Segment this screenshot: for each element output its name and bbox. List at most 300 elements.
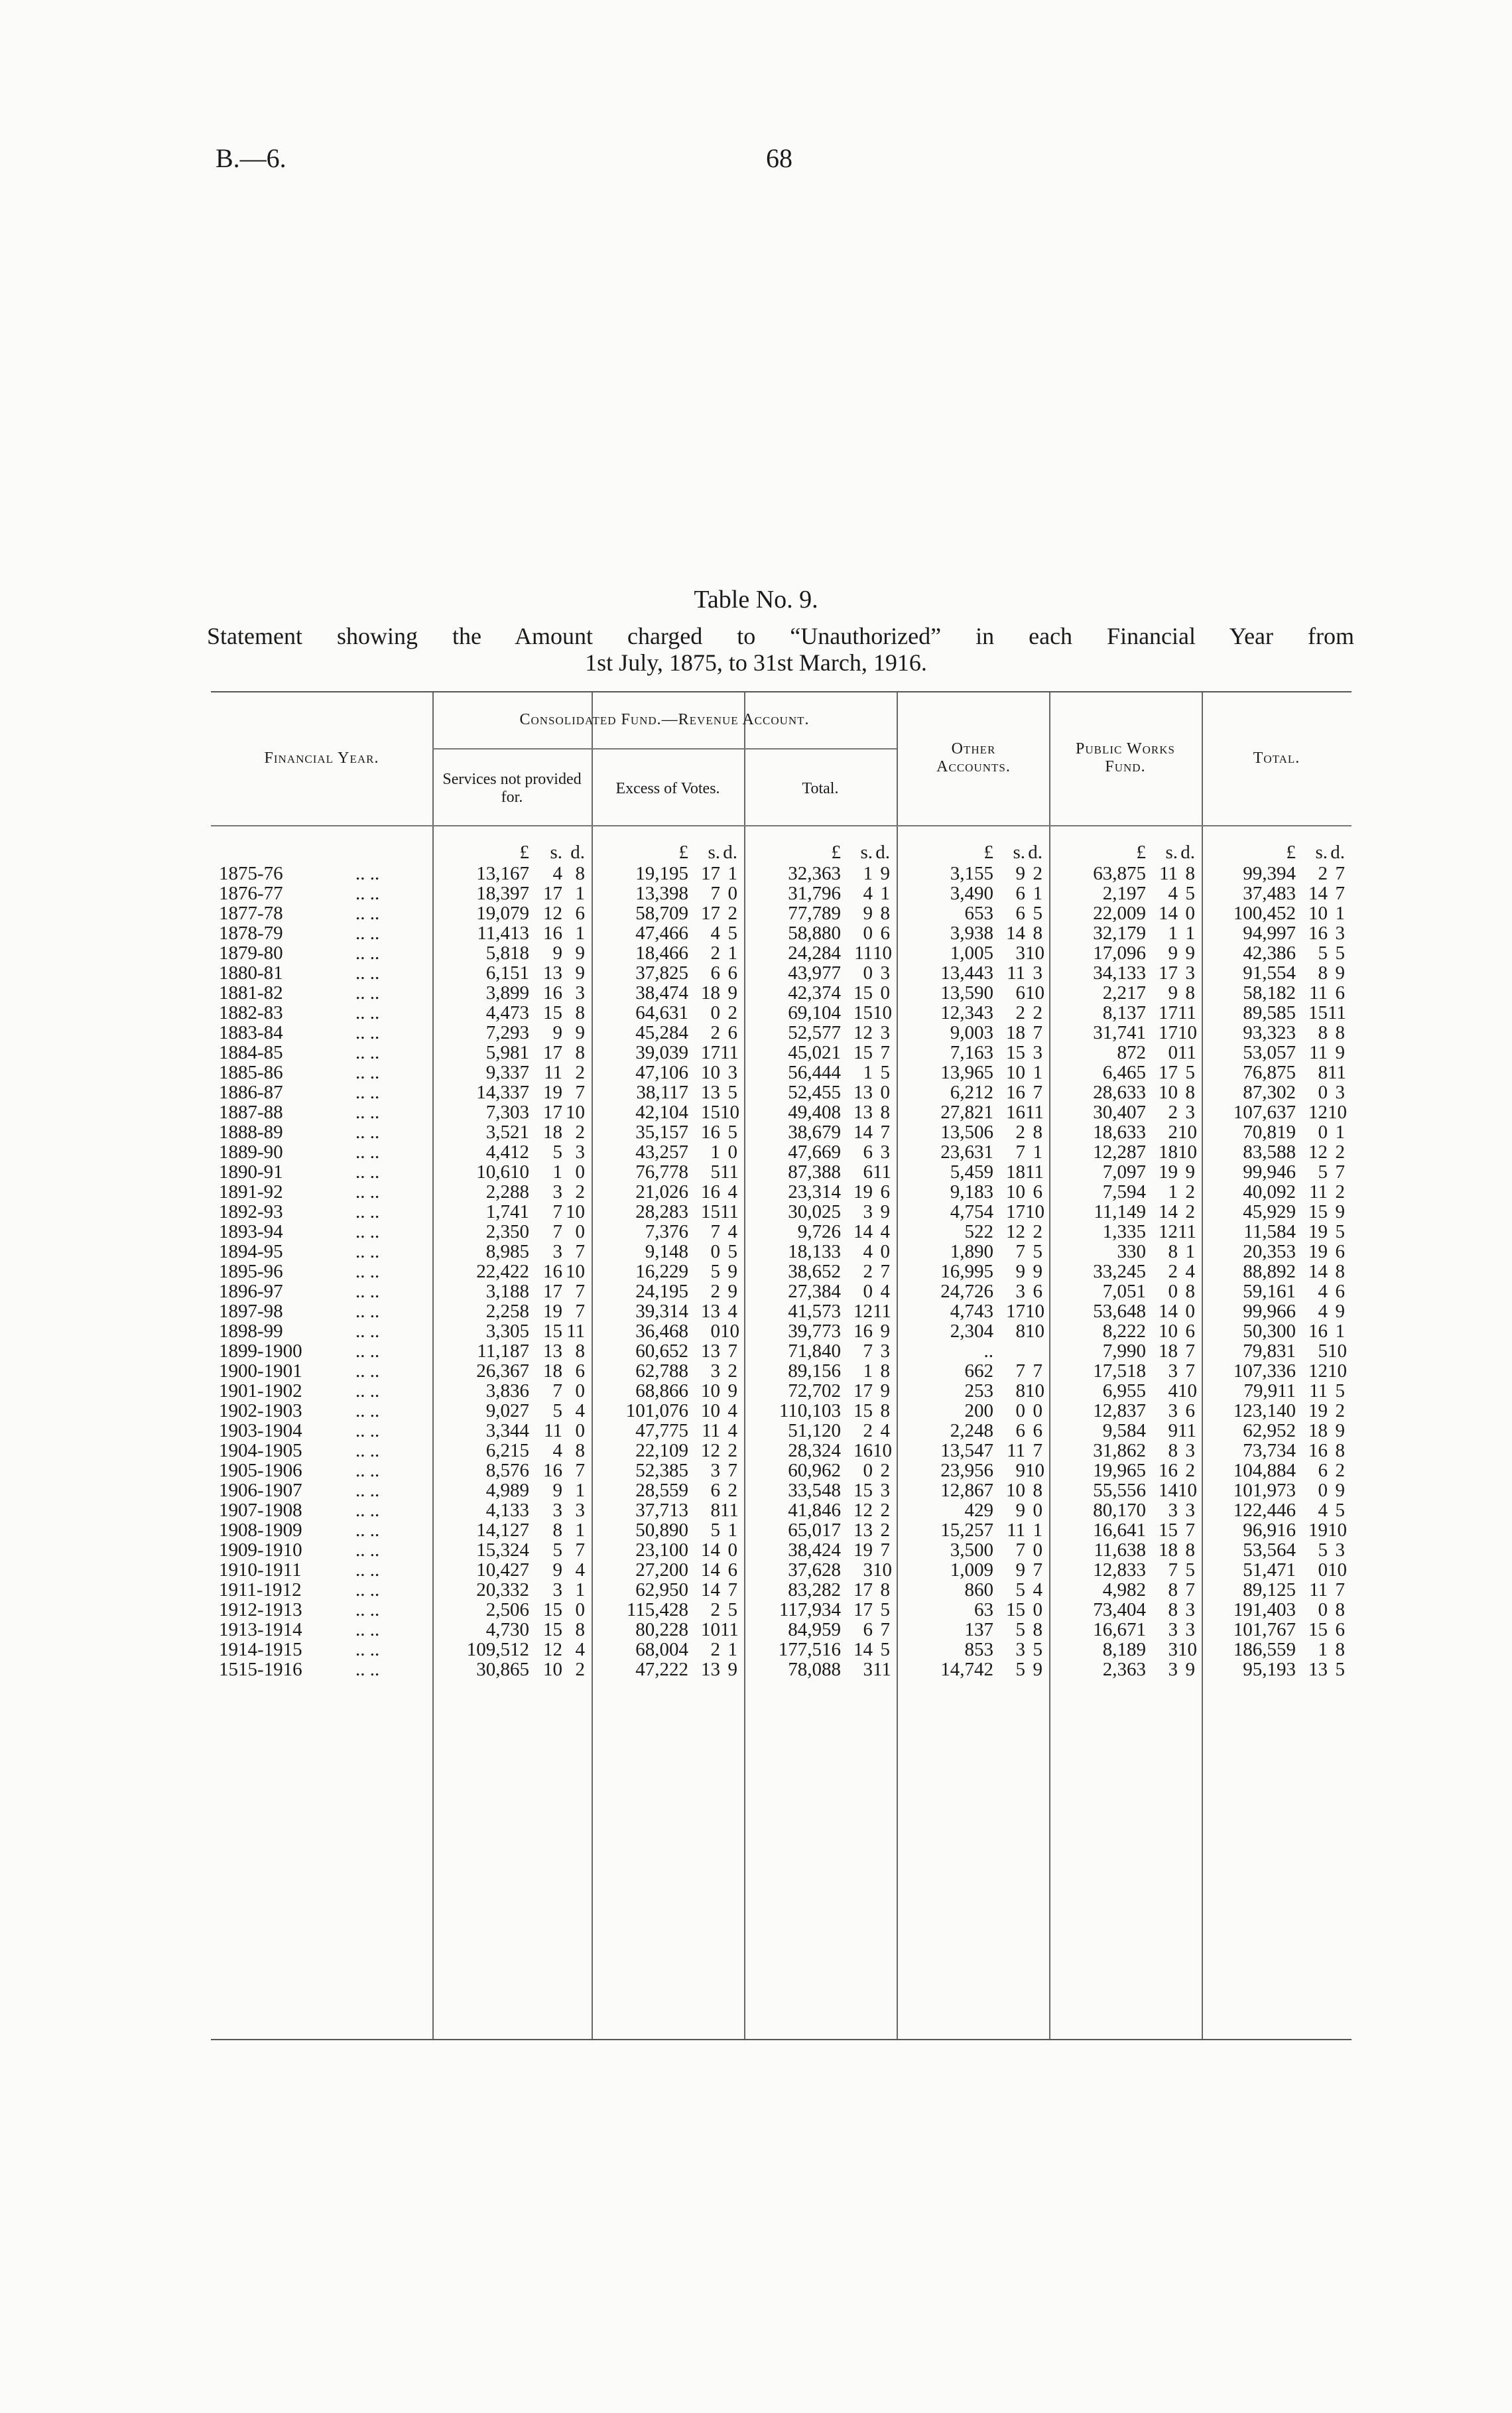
amount-cell: 0 <box>1033 1600 1042 1620</box>
amount-cell: 15 <box>1159 1520 1178 1540</box>
amount-cell: 17 <box>853 1381 873 1401</box>
amount-cell: 16 <box>701 1122 720 1142</box>
amount-cell: 5 <box>880 1600 890 1620</box>
amount-cell: 53,057 <box>1243 1043 1296 1063</box>
amount-cell: 0 <box>863 963 873 983</box>
amount-cell: 3 <box>1168 1500 1178 1520</box>
amount-cell: 19 <box>543 1082 562 1102</box>
amount-cell: 3 <box>1335 923 1345 943</box>
leader-dots: .. .. <box>355 1321 380 1341</box>
header-rule <box>211 825 1352 826</box>
amount-cell: 8 <box>575 1441 585 1461</box>
amount-cell: 2 <box>863 1421 873 1441</box>
financial-year-cell: 1900-1901 <box>219 1361 302 1381</box>
amount-cell <box>996 1341 1025 1361</box>
amount-cell: 35,157 <box>635 1122 688 1142</box>
amount-cell: 38,117 <box>636 1082 688 1102</box>
amount-cell: 5 <box>1318 1540 1328 1560</box>
amount-cell: 19 <box>543 1301 562 1321</box>
financial-year-cell: 1515-1916 <box>219 1660 302 1679</box>
unit-pence: d. <box>1180 842 1195 863</box>
amount-cell: 11 <box>873 1162 891 1182</box>
amount-cell: 14,127 <box>476 1520 529 1540</box>
amount-cell: 9 <box>1033 1660 1042 1679</box>
amount-cell: 2 <box>710 1600 720 1620</box>
amount-cell: 2 <box>727 903 737 923</box>
amount-cell: 99,966 <box>1243 1301 1296 1321</box>
amount-cell: 2 <box>1033 864 1042 883</box>
amount-cell: 12 <box>543 1640 562 1660</box>
amount-cell: 3 <box>575 983 585 1003</box>
table-row <box>211 883 1352 903</box>
amount-cell: 3 <box>863 1660 873 1679</box>
amount-cell: 8 <box>552 1520 562 1540</box>
table-body <box>211 841 1352 1679</box>
table-row <box>211 1122 1352 1142</box>
amount-cell: 8 <box>1033 1480 1042 1500</box>
amount-cell: 12 <box>1006 1222 1025 1242</box>
amount-cell: 2 <box>575 1063 585 1082</box>
amount-cell: 2 <box>880 1461 890 1480</box>
amount-cell: 115,428 <box>626 1600 688 1620</box>
leader-dots: .. .. <box>355 1142 380 1162</box>
amount-cell: 13 <box>701 1660 720 1679</box>
amount-cell: 522 <box>964 1222 993 1242</box>
amount-cell: 9,337 <box>485 1063 529 1082</box>
amount-cell: 16 <box>543 1262 562 1281</box>
table-row <box>211 1242 1352 1262</box>
amount-cell: 0 <box>880 1082 890 1102</box>
amount-cell: 0 <box>575 1222 585 1242</box>
amount-cell: 3 <box>1168 1660 1178 1679</box>
amount-cell: 19 <box>853 1540 873 1560</box>
financial-year-cell: 1875-76 <box>219 864 283 883</box>
amount-cell: 2,197 <box>1102 883 1146 903</box>
leader-dots: .. .. <box>355 1222 380 1242</box>
amount-cell: 84,959 <box>788 1620 841 1640</box>
amount-cell: 16 <box>1006 1102 1025 1122</box>
amount-cell: 16 <box>1159 1461 1178 1480</box>
leader-dots: .. .. <box>355 943 380 963</box>
amount-cell: 2 <box>1033 1222 1042 1242</box>
amount-cell: 429 <box>964 1500 993 1520</box>
amount-cell: 10 <box>1178 1480 1197 1500</box>
amount-cell: 7 <box>1335 864 1345 883</box>
amount-cell: 5 <box>1318 1341 1328 1361</box>
amount-cell: 4 <box>575 1401 585 1421</box>
amount-cell: 10 <box>1178 1381 1197 1401</box>
leader-dots: .. .. <box>355 1361 380 1381</box>
amount-cell: 10 <box>873 943 892 963</box>
amount-cell: 6 <box>1335 1281 1345 1301</box>
amount-cell: 10,610 <box>476 1162 529 1182</box>
amount-cell: 14 <box>853 1122 873 1142</box>
amount-cell: 1 <box>727 864 737 883</box>
amount-cell: 11 <box>702 1421 720 1441</box>
amount-cell: 5 <box>552 1401 562 1421</box>
amount-cell: 41,846 <box>788 1500 841 1520</box>
amount-cell: 0 <box>1318 1122 1328 1142</box>
amount-cell: 8,189 <box>1102 1640 1146 1660</box>
amount-cell: 17 <box>1006 1301 1025 1321</box>
amount-cell: 19 <box>1308 1242 1328 1262</box>
amount-cell: 1,005 <box>950 943 993 963</box>
amount-cell: 200 <box>964 1401 993 1421</box>
amount-cell: 31,862 <box>1093 1441 1146 1461</box>
amount-cell: 79,831 <box>1243 1341 1296 1361</box>
table-row <box>211 1082 1352 1102</box>
amount-cell: 123,140 <box>1233 1401 1296 1421</box>
amount-cell: 7 <box>727 1580 737 1600</box>
amount-cell: 2 <box>1185 1182 1195 1202</box>
amount-cell: 3 <box>552 1500 562 1520</box>
amount-cell: 11,149 <box>1094 1202 1146 1222</box>
amount-cell: 18 <box>1308 1421 1328 1441</box>
amount-cell: 11 <box>873 1301 891 1321</box>
amount-cell: 7 <box>710 883 720 903</box>
amount-cell: 43,257 <box>635 1142 688 1162</box>
amount-cell: 5 <box>1185 883 1195 903</box>
leader-dots: .. .. <box>355 923 380 943</box>
amount-cell: 1,335 <box>1102 1222 1146 1242</box>
amount-cell: 7 <box>1015 1242 1025 1262</box>
financial-year-cell: 1911-1912 <box>219 1580 302 1600</box>
amount-cell: 14 <box>1159 903 1178 923</box>
amount-cell: 10 <box>1328 1361 1347 1381</box>
amount-cell: 15 <box>543 1003 562 1023</box>
amount-cell: 2 <box>710 1281 720 1301</box>
amount-cell: 4,754 <box>950 1202 993 1222</box>
amount-cell: 10 <box>720 1321 739 1341</box>
amount-cell: 62,788 <box>635 1361 688 1381</box>
amount-cell: 3 <box>575 1500 585 1520</box>
amount-cell: 11 <box>1309 983 1328 1003</box>
amount-cell: 37,628 <box>788 1560 841 1580</box>
amount-cell: 11 <box>1328 1063 1346 1082</box>
table-row <box>211 1480 1352 1500</box>
table-row <box>211 1461 1352 1480</box>
amount-cell: 9 <box>727 1381 737 1401</box>
amount-cell: 39,039 <box>635 1043 688 1063</box>
amount-cell: 50,890 <box>635 1520 688 1540</box>
amount-cell: 10 <box>701 1063 720 1082</box>
leader-dots: .. .. <box>355 1262 380 1281</box>
amount-cell: 5 <box>710 1520 720 1540</box>
amount-cell: 2 <box>575 1122 585 1142</box>
financial-year-cell: 1876-77 <box>219 883 283 903</box>
financial-year-cell: 1909-1910 <box>219 1540 302 1560</box>
amount-cell: 4,473 <box>485 1003 529 1023</box>
amount-cell: 3 <box>1015 1281 1025 1301</box>
amount-cell: 1 <box>1033 1063 1042 1082</box>
amount-cell: 2 <box>1033 1003 1042 1023</box>
amount-cell: 60,652 <box>635 1341 688 1361</box>
amount-cell: 8 <box>1015 1321 1025 1341</box>
data-table <box>211 841 1352 1679</box>
table-row <box>211 1361 1352 1381</box>
amount-cell: 4 <box>575 1560 585 1580</box>
amount-cell: 330 <box>1117 1242 1146 1262</box>
table-row <box>211 983 1352 1003</box>
amount-cell: 9 <box>552 943 562 963</box>
amount-cell: 15 <box>1308 1620 1328 1640</box>
amount-cell: 0 <box>1318 1560 1328 1580</box>
amount-cell: 58,709 <box>635 903 688 923</box>
amount-cell: 3 <box>1185 1620 1195 1640</box>
amount-cell: 2 <box>1185 1202 1195 1222</box>
amount-cell: 1 <box>1318 1640 1328 1660</box>
amount-cell: 10,427 <box>476 1560 529 1580</box>
amount-cell: 10 <box>1178 1122 1197 1142</box>
amount-cell: 3,344 <box>485 1421 529 1441</box>
amount-cell: 9 <box>1015 1560 1025 1580</box>
amount-cell: 8 <box>575 1341 585 1361</box>
leader-dots: .. .. <box>355 1520 380 1540</box>
amount-cell: 5 <box>1015 1580 1025 1600</box>
amount-cell: 7,990 <box>1102 1341 1146 1361</box>
amount-cell: 18,633 <box>1093 1122 1146 1142</box>
unit-pounds: £ <box>983 842 993 863</box>
amount-cell: 5 <box>710 1262 720 1281</box>
amount-cell: 22,109 <box>635 1441 688 1461</box>
amount-cell: 5 <box>1033 1242 1042 1262</box>
amount-cell: 11 <box>1178 1421 1196 1441</box>
amount-cell: 6 <box>1015 883 1025 903</box>
amount-cell: 9 <box>1015 1262 1025 1281</box>
amount-cell: 1 <box>1335 903 1345 923</box>
amount-cell: 3 <box>1168 1361 1178 1381</box>
table-row <box>211 1182 1352 1202</box>
header-services-not-provided: Services not provided for. <box>442 771 582 806</box>
unit-shillings: s. <box>550 842 562 863</box>
amount-cell: 64,631 <box>635 1003 688 1023</box>
amount-cell: 87,302 <box>1243 1082 1296 1102</box>
amount-cell: 88,892 <box>1243 1262 1296 1281</box>
amount-cell: 7,594 <box>1102 1182 1146 1202</box>
amount-cell: 7 <box>552 1381 562 1401</box>
amount-cell: 9 <box>1185 1660 1195 1679</box>
amount-cell: 4 <box>727 1401 737 1421</box>
amount-cell: 3,155 <box>950 864 993 883</box>
amount-cell: 10 <box>1006 1480 1025 1500</box>
amount-cell: 7 <box>880 1620 890 1640</box>
amount-cell: 13 <box>543 1341 562 1361</box>
unit-shillings: s. <box>1013 842 1025 863</box>
leader-dots: .. .. <box>355 1281 380 1301</box>
amount-cell: 6 <box>727 963 737 983</box>
amount-cell: 79,911 <box>1243 1381 1296 1401</box>
amount-cell: 8 <box>1033 1122 1042 1142</box>
amount-cell: 6 <box>727 1023 737 1043</box>
financial-year-cell: 1894-95 <box>219 1242 283 1262</box>
amount-cell: 1 <box>575 1520 585 1540</box>
amount-cell: 1,009 <box>950 1560 993 1580</box>
amount-cell: 3,188 <box>485 1281 529 1301</box>
amount-cell: 37,483 <box>1243 883 1296 903</box>
amount-cell: 0 <box>1185 903 1195 923</box>
page-number: 68 <box>766 143 792 173</box>
amount-cell: 18 <box>543 1361 562 1381</box>
financial-year-cell: 1896-97 <box>219 1281 283 1301</box>
amount-cell: 9 <box>1335 1421 1345 1441</box>
amount-cell: 14 <box>1159 1480 1178 1500</box>
amount-cell: 12 <box>1308 1142 1328 1162</box>
amount-cell: 3 <box>1168 1401 1178 1421</box>
amount-cell: 5 <box>710 1162 720 1182</box>
unit-shillings: s. <box>1315 842 1328 863</box>
amount-cell: 2,288 <box>485 1182 529 1202</box>
amount-cell: 28,324 <box>788 1441 841 1461</box>
table-row <box>211 1600 1352 1620</box>
amount-cell: 76,875 <box>1243 1063 1296 1082</box>
amount-cell: 6 <box>1318 1461 1328 1480</box>
amount-cell: 2 <box>710 1023 720 1043</box>
amount-cell: 8 <box>1318 1023 1328 1043</box>
amount-cell: 3 <box>1015 1640 1025 1660</box>
amount-cell: 3 <box>863 1560 873 1580</box>
amount-cell: 12,837 <box>1093 1401 1146 1421</box>
financial-year-cell: 1887-88 <box>219 1102 283 1122</box>
amount-cell: 2 <box>1318 864 1328 883</box>
amount-cell: 8 <box>1335 1023 1345 1043</box>
amount-cell: 12 <box>853 1500 873 1520</box>
table-row <box>211 1401 1352 1421</box>
amount-cell: 9 <box>552 1480 562 1500</box>
amount-cell: 15 <box>543 1620 562 1640</box>
amount-cell: 13 <box>701 1082 720 1102</box>
amount-cell: 4 <box>727 1182 737 1202</box>
amount-cell: 3 <box>1033 1043 1042 1063</box>
leader-dots: .. .. <box>355 1063 380 1082</box>
amount-cell: 6 <box>1033 1281 1042 1301</box>
amount-cell: 7 <box>552 1222 562 1242</box>
amount-cell: 12,287 <box>1093 1142 1146 1162</box>
amount-cell: 2 <box>575 1182 585 1202</box>
leader-dots: .. .. <box>355 1301 380 1321</box>
amount-cell: 91,554 <box>1243 963 1296 983</box>
amount-cell: 3 <box>1335 1082 1345 1102</box>
amount-cell: 11 <box>1328 1003 1346 1023</box>
amount-cell: 52,455 <box>788 1082 841 1102</box>
amount-cell: 9 <box>1033 1262 1042 1281</box>
amount-cell: 8 <box>1335 1441 1345 1461</box>
amount-cell: 16 <box>543 983 562 1003</box>
amount-cell: 18,133 <box>788 1242 841 1262</box>
amount-cell: 8 <box>1185 983 1195 1003</box>
amount-cell: 16 <box>1308 1441 1328 1461</box>
leader-dots: .. .. <box>355 1500 380 1520</box>
amount-cell: 15 <box>1006 1600 1025 1620</box>
amount-cell: 6 <box>863 1162 873 1182</box>
amount-cell: 19,965 <box>1093 1461 1146 1480</box>
amount-cell: 16 <box>1308 1321 1328 1341</box>
amount-cell: 17 <box>853 1580 873 1600</box>
financial-year-cell: 1888-89 <box>219 1122 283 1142</box>
unit-pounds: £ <box>1136 842 1146 863</box>
amount-cell: 7 <box>552 1202 562 1222</box>
amount-cell: 4,982 <box>1102 1580 1146 1600</box>
amount-cell: 18,466 <box>635 943 688 963</box>
amount-cell: 1 <box>575 1480 585 1500</box>
amount-cell: 17,518 <box>1093 1361 1146 1381</box>
amount-cell: 47,466 <box>635 923 688 943</box>
amount-cell: 4 <box>727 1301 737 1321</box>
amount-cell: 8 <box>1185 1082 1195 1102</box>
amount-cell: 8 <box>575 1043 585 1063</box>
amount-cell: 60,962 <box>788 1461 841 1480</box>
amount-cell: 7 <box>727 1341 737 1361</box>
amount-cell: 1 <box>1033 1142 1042 1162</box>
amount-cell: 16,671 <box>1093 1620 1146 1640</box>
amount-cell: 5 <box>727 1082 737 1102</box>
amount-cell: 5 <box>552 1142 562 1162</box>
amount-cell: 11 <box>1007 1441 1025 1461</box>
amount-cell: 8 <box>1168 1600 1178 1620</box>
amount-cell: 53,564 <box>1243 1540 1296 1560</box>
amount-cell: 23,100 <box>635 1540 688 1560</box>
amount-cell: 8 <box>1033 1620 1042 1640</box>
amount-cell: 3,836 <box>485 1381 529 1401</box>
leader-dots: .. .. <box>355 1182 380 1202</box>
amount-cell: 20,353 <box>1243 1242 1296 1262</box>
amount-cell: 23,314 <box>788 1182 841 1202</box>
table-row <box>211 1222 1352 1242</box>
amount-cell: 6,465 <box>1102 1063 1146 1082</box>
amount-cell: 5 <box>1015 1660 1025 1679</box>
amount-cell: 80,170 <box>1093 1500 1146 1520</box>
unit-pounds: £ <box>678 842 688 863</box>
amount-cell: 19 <box>1308 1401 1328 1421</box>
amount-cell: 5 <box>727 1242 737 1262</box>
amount-cell: 6 <box>1335 983 1345 1003</box>
amount-cell: 101,076 <box>625 1401 688 1421</box>
amount-cell: 33,245 <box>1093 1262 1146 1281</box>
amount-cell: 2 <box>1015 1122 1025 1142</box>
amount-cell: 4 <box>575 1640 585 1660</box>
amount-cell: 4 <box>863 1242 873 1262</box>
amount-cell: 2,506 <box>485 1600 529 1620</box>
amount-cell: 860 <box>964 1580 993 1600</box>
amount-cell: 16 <box>543 1461 562 1480</box>
amount-cell: 5 <box>1335 1660 1345 1679</box>
amount-cell: 10 <box>1178 1640 1197 1660</box>
amount-cell: 62,952 <box>1243 1421 1296 1441</box>
amount-cell: 10 <box>720 1102 739 1122</box>
amount-cell: 14 <box>853 1640 873 1660</box>
amount-cell: 0 <box>575 1421 585 1441</box>
amount-cell: 186,559 <box>1233 1640 1296 1660</box>
financial-year-cell: 1914-1915 <box>219 1640 302 1660</box>
header-other-accounts: Other Accounts. <box>936 740 1011 775</box>
amount-cell: 28,633 <box>1093 1082 1146 1102</box>
amount-cell: 2 <box>1185 1461 1195 1480</box>
amount-cell: 11 <box>544 1063 562 1082</box>
amount-cell: 11 <box>720 1162 739 1182</box>
amount-cell: 5 <box>1335 943 1345 963</box>
unit-pounds: £ <box>1286 842 1296 863</box>
amount-cell: 2 <box>1168 1262 1178 1281</box>
amount-cell: 11 <box>566 1321 585 1341</box>
amount-cell: 10 <box>701 1381 720 1401</box>
financial-year-cell: 1912-1913 <box>219 1600 302 1620</box>
table-title: Table No. 9. <box>694 586 818 614</box>
table-row <box>211 1381 1352 1401</box>
amount-cell: 12,867 <box>940 1480 993 1500</box>
financial-year-cell: 1884-85 <box>219 1043 283 1063</box>
amount-cell: 27,821 <box>940 1102 993 1122</box>
amount-cell: 6,955 <box>1102 1381 1146 1401</box>
amount-cell: 14 <box>1308 883 1328 903</box>
